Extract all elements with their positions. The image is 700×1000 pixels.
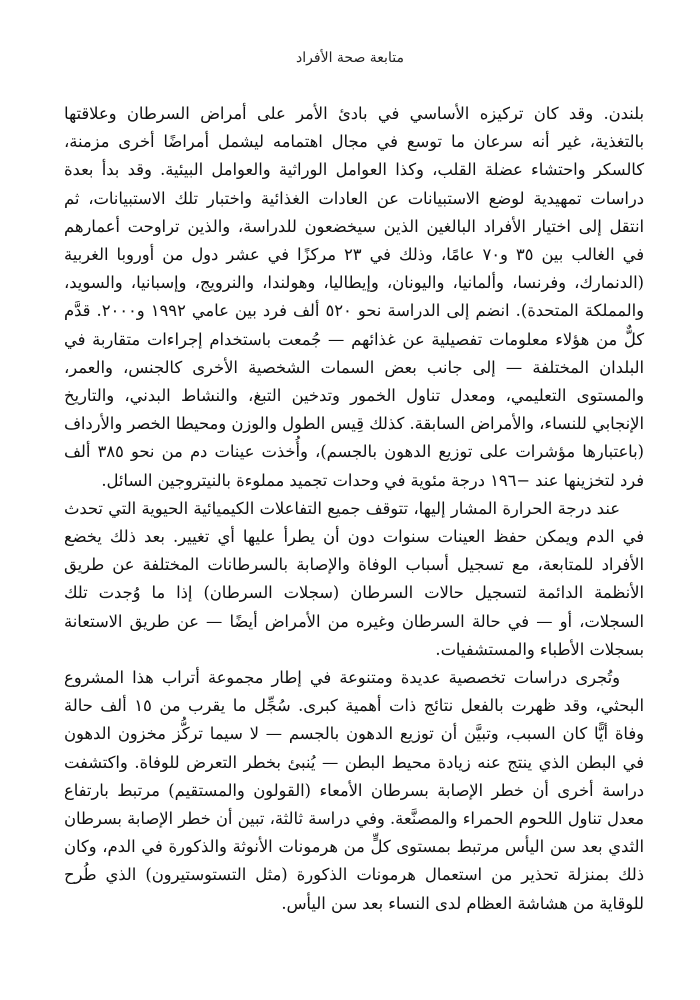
paragraph-3: وتُجرى دراسات تخصصية عديدة ومتنوعة في إطار مجموعة أتراب هذا المشروع البحثي، وقد ظهرت بالفعل نتائج ذات أهمية كبرى. سُجِّل ما يقرب من ١٥ ألف حالة وفاة أيًّا كان السبب، وتبيَّن أن توزيع الدهون بالجسم — لا سيما تركُّز مخزون الدهون في البطن الذي ينتج عنه زيادة محيط البطن — يُنبئ بخطر التعرض للوفاة. واكتشفت دراسة أخرى أن خطر الإصابة بسرطان الأمعاء (القولون والمستقيم) مرتبط بارتفاع معدل تناول اللحوم الحمراء والمصنَّعة. وفي دراسة ثالثة، تبين أن خطر الإصابة بسرطان الثدي بعد سن اليأس مرتبط بمستوى كلٍّ من هرمونات الأنوثة والذكورة في الدم، وكان ذلك بمنزلة تحذير من استعمال هرمونات الذكورة (مثل التستوستيرون) الذي طُرح للوقاية من هشاشة العظام لدى النساء بعد سن اليأس.	[64, 668, 644, 913]
running-head: متابعة صحة الأفراد	[296, 50, 404, 66]
paragraph-2: عند درجة الحرارة المشار إليها، تتوقف جميع التفاعلات الكيميائية الحيوية التي تحدث في الدم ويمكن حفظ العينات سنوات دون أن يطرأ عليها أي تغيير. بعد ذلك يخضع الأفراد للمتابعة، مع تسجيل أسباب الوفاة والإصابة بالسرطانات المختلفة عن طريق الأنظمة الدائمة لتسجيل حالات السرطان (سجلات السرطان) إذا ما وُجدت تلك السجلات، أو — في حالة السرطان وغيره من الأمراض أيضًا — عن طريق الاستعانة بسجلات الأطباء والمستشفيات.	[64, 498, 644, 659]
body-text	[64, 100, 644, 918]
paragraph-1: بلندن. وقد كان تركيزه الأساسي في بادئ الأمر على أمراض السرطان وعلاقتها بالتغذية، غير أنه سرعان ما توسع في مجال اهتمامه ليشمل أمراضًا أخرى مزمنة، كالسكر واحتشاء عضلة القلب، وكذا العوامل الوراثية والعوامل البيئية. وقد بدأ بعدة دراسات تمهيدية لوضع الاستبيانات عن العادات الغذائية واختبار تلك الاستبيانات، ثم انتقل إلى اختيار الأفراد البالغين الذين سيخضعون للدراسة، والذين تراوحت أعمارهم في الغالب بين ٣٥ و٧٠ عامًا، وذلك في ٢٣ مركزًا في عشر دول من أوروبا الغربية (الدنمارك، وفرنسا، وألمانيا، واليونان، وإيطاليا، وهولندا، والنرويج، وإسبانيا، والسويد، والمملكة المتحدة). انضم إلى الدراسة نحو ٥٢٠ ألف فرد بين عامي ١٩٩٢ و٢٠٠٠. قدَّم كلٌّ من هؤلاء معلومات تفصيلية عن غذائهم — جُمعت باستخدام إجراءات متقاربة في البلدان المختلفة — إلى جانب بعض السمات الشخصية الأخرى كالجنس، والعمر، والمستوى التعليمي، ومعدل تناول الخمور وتدخين التبغ، والنشاط البدني، والتاريخ الإنجابي للنساء، والأمراض السابقة. كذلك قِيس الطول والوزن ومحيطا الخصر والأرداف (باعتبارها مؤشرات على توزيع الدهون بالجسم)، وأُخذت عينات دم من نحو ٣٨٥ ألف فرد لتخزينها عند −١٩٦ درجة مئوية في وحدات تجميد مملوءة بالنيتروجين السائل.	[64, 104, 644, 490]
